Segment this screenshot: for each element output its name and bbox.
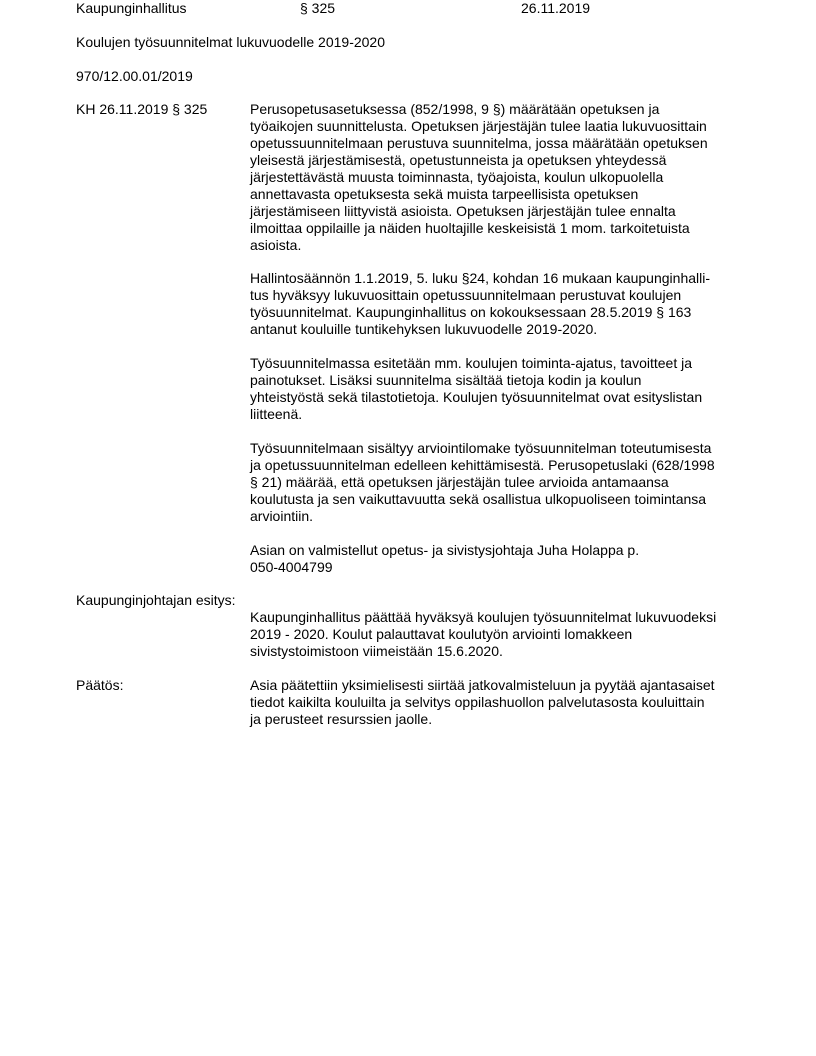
kh-reference: KH 26.11.2019 § 325 xyxy=(76,101,208,117)
header-organ: Kaupunginhallitus xyxy=(76,0,187,16)
proposal-text xyxy=(250,609,750,660)
text-line: § 21) määrää, että opetuksen järjestäjän tulee arvioida antamaansa xyxy=(250,474,669,490)
background-paragraph-2 xyxy=(250,270,750,338)
header-section: § 325 xyxy=(300,0,336,16)
decision-label: Päätös: xyxy=(76,677,124,693)
proposal-label: Kaupunginjohtajan esitys: xyxy=(76,592,236,608)
record-number: 970/12.00.01/2019 xyxy=(76,68,193,84)
text-line: asioista. xyxy=(250,237,302,253)
text-line: tus hyväksyy lukuvuosittain opetussuunnitelmaan perustuvat koulujen xyxy=(250,287,682,303)
text-line: Perusopetusasetuksessa (852/1998, 9 §) määrätään opetuksen ja xyxy=(250,101,660,117)
text-line: järjestettävästä muusta toiminnasta, työajoista, koulun ulkopuolella xyxy=(250,169,664,185)
background-paragraph-1 xyxy=(250,101,750,254)
text-line: annettavasta opetuksesta sekä muista tarpeellisista opetuksen xyxy=(250,186,639,202)
text-line: 050-4004799 xyxy=(250,559,333,575)
document-title: Koulujen työsuunnitelmat lukuvuodelle 2019-2020 xyxy=(76,34,385,50)
text-line: yhteistyöstä sekä tilastotietoja. Koulujen työsuunnitelmat ovat esityslistan xyxy=(250,389,703,405)
preparer-note xyxy=(250,542,750,576)
background-paragraph-4 xyxy=(250,440,750,525)
header-date: 26.11.2019 xyxy=(521,0,591,16)
text-line: painotukset. Lisäksi suunnitelma sisältää tietoja kodin ja koulun xyxy=(250,372,642,388)
text-line: sivistystoimistoon viimeistään 15.6.2020. xyxy=(250,643,503,659)
text-line: yleisestä järjestämisestä, opetustunneista ja opetuksen yhteydessä xyxy=(250,152,667,168)
text-line: arviointiin. xyxy=(250,508,314,524)
background-paragraph-3 xyxy=(250,355,750,423)
text-line: ja perusteet resurssien jaolle. xyxy=(250,711,433,727)
text-line: Asian on valmistellut opetus- ja sivistysjohtaja Juha Holappa p. xyxy=(250,542,640,558)
text-line: opetussuunnitelmaan perustuva suunnitelma, jossa määrätään opetuksen xyxy=(250,135,708,151)
text-line: työaikojen suunnittelusta. Opetuksen järjestäjän tulee laatia lukuvuosittain xyxy=(250,118,707,134)
text-line: tiedot kaikilta kouluilta ja selvitys oppilashuollon palvelutasosta kouluittain xyxy=(250,694,705,710)
text-line: liitteenä. xyxy=(250,406,303,422)
text-line: järjestämiseen liittyvistä asioista. Opetuksen järjestäjän tulee ennalta xyxy=(250,203,676,219)
text-line: työsuunnitelmat. Kaupunginhallitus on kokouksessaan 28.5.2019 § 163 xyxy=(250,304,692,320)
text-line: 2019 - 2020. Koulut palauttavat koulutyön arviointi lomakkeen xyxy=(250,626,633,642)
decision-text xyxy=(250,677,750,728)
text-line: Kaupunginhallitus päättää hyväksyä koulujen työsuunnitelmat lukuvuodeksi xyxy=(250,609,717,625)
text-line: Työsuunnitelmassa esitetään mm. koulujen toiminta-ajatus, tavoitteet ja xyxy=(250,355,693,371)
text-line: koulutusta ja sen vaikuttavuutta sekä osallistua ulkopuoliseen toimintansa xyxy=(250,491,707,507)
text-line: antanut kouluille tuntikehyksen lukuvuodelle 2019-2020. xyxy=(250,321,598,337)
text-line: ilmoittaa oppilaille ja näiden huoltajille keskeisistä 1 mom. tarkoitetuista xyxy=(250,220,690,236)
text-line: Hallintosäännön 1.1.2019, 5. luku §24, kohdan 16 mukaan kaupunginhalli- xyxy=(250,270,711,286)
text-line: Työsuunnitelmaan sisältyy arviointilomake työsuunnitelman toteutumisesta xyxy=(250,440,712,456)
text-line: Asia päätettiin yksimielisesti siirtää jatkovalmisteluun ja pyytää ajantasaiset xyxy=(250,677,715,693)
text-line: ja opetussuunnitelman edelleen kehittämisestä. Perusopetuslaki (628/1998 xyxy=(250,457,715,473)
